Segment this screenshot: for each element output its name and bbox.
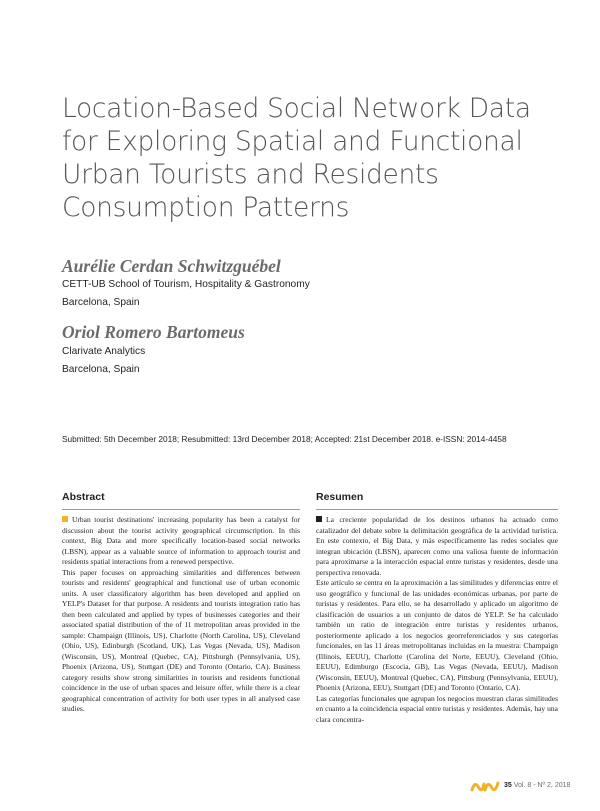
- resumen-heading: Resumen: [316, 491, 364, 503]
- paper-title: Location-Based Social Network Data for Exploring Spatial and Functional Urban Tourists and Residents Consumption Patterns: [62, 93, 531, 223]
- section-marker-icon: [316, 516, 322, 522]
- author-2-affiliation: Clarivate Analytics: [62, 346, 146, 357]
- author-2-location: Barcelona, Spain: [62, 364, 140, 375]
- abstract-p1-text: Urban tourist destinations' increasing popularity has been a catalyst for discussion about the tourist activity geographical circumscription. In this context, Big Data and more specifically location-based social networks (LBSN), appear as a valuable source of information to approach tourist and residents spatial interactions from a renewed perspective.: [62, 515, 300, 566]
- journal-logo-icon: [470, 778, 500, 794]
- author-1-affiliation: CETT-UB School of Tourism, Hospitality & Gastronomy: [62, 279, 310, 290]
- abstract-paragraph-1: [62, 515, 300, 568]
- author-1-affiliation-block: [62, 276, 310, 312]
- resumen-paragraph-3: Las categorías funcionales que agrupan los negocios muestran claras similitudes en cuanto a la coincidencia espacial entre turistas y residentes. Además, hay una clara concentra-: [316, 693, 558, 724]
- abstract-body: [62, 515, 300, 715]
- page-footer: [504, 782, 570, 789]
- resumen-p1-text: La creciente popularidad de los destinos urbanos ha actuado como catalizador del debate sobre la delimitación geográfica de la actividad turística. En este contexto, el Big Data, y más específicamente las redes sociales que integran ubicación (LBSN), aparecen como una valiosa fuente de información para aproximarse a la interacción espacial entre turistas y residentes, desde una perspectiva renovada.: [316, 515, 558, 577]
- resumen-divider: [316, 509, 558, 510]
- abstract-paragraph-2: This paper focuses on approaching similarities and differences between tourists and residents' geographical and functional use of urban economic units. A user classificatory algorithm has been developed and applied on YELP's Dataset for that purpose. A residents and tourists integration ratio has then been calculated and applied by types of businesses categories and their associated spatial distribution of the of 11 metropolitan areas provided in the sample: Champaign (Illinois, US), Charlotte (North Carolina, US), Cleveland (Ohio, US), Edinburgh (Scotland, UK), Las Vegas (Nevada, US), Madison (Wisconsin, US), Montreal (Quebec, CA), Pittsburgh (Pennsylvania, US), Phoenix (Arizona, US), Stuttgart (DE) and Toronto (Ontario, CA). Business category results show strong similarities in tourists and residents functional coincidence in the use of urban spaces and leisure offer, while there is a clear geographical concentration of activity for both user types in all analysed case studies.: [62, 567, 300, 713]
- submission-dates: Submitted: 5th December 2018; Resubmitted: 13rd December 2018; Accepted: 21st December 2018. e-ISSN: 2014-4458: [62, 434, 507, 444]
- resumen-body: [316, 515, 558, 725]
- issue-info: Vol. 8 - Nº 2, 2018: [513, 782, 571, 789]
- abstract-heading: Abstract: [62, 491, 105, 503]
- resumen-paragraph-2: Este artículo se centra en la aproximación a las similitudes y diferencias entre el uso geográfico y funcional de las unidades económicas urbanas, por parte de turistas y residentes. Para ello, se ha desarrollado y aplicado un algoritmo de clasificación de usuarios a un conjunto de datos de YELP. Se ha calculado también un ratio de integración entre turistas y residentes urbanos, posteriormente aplicado a los negocios georreferenciados y sus categorías funcionales, en las 11 áreas metropolitanas incluidas en la muestra: Champaign (Illinois, EEUU), Charlotte (Carolina del Norte, EEUU), Cleveland (Ohio, EEUU), Edimburgo (Escocia, GB), Las Vegas (Nevada, EEUU), Madison (Wisconsin, EEUU), Montreal (Quebec, CA), Pittsburg (Pennsylvania, EEUU), Phoenix (Arizona, EEU), Stuttgart (DE) and Toronto (Ontario, CA).: [316, 578, 558, 692]
- abstract-divider: [62, 509, 300, 510]
- author-2-name: Oriol Romero Bartomeus: [62, 322, 245, 342]
- section-marker-icon: [62, 516, 68, 522]
- page-number: 35: [504, 782, 512, 789]
- resumen-paragraph-1: [316, 515, 558, 578]
- author-2-affiliation-block: [62, 343, 145, 379]
- author-1-name: Aurélie Cerdan Schwitzguébel: [62, 256, 281, 276]
- author-1-location: Barcelona, Spain: [62, 297, 140, 308]
